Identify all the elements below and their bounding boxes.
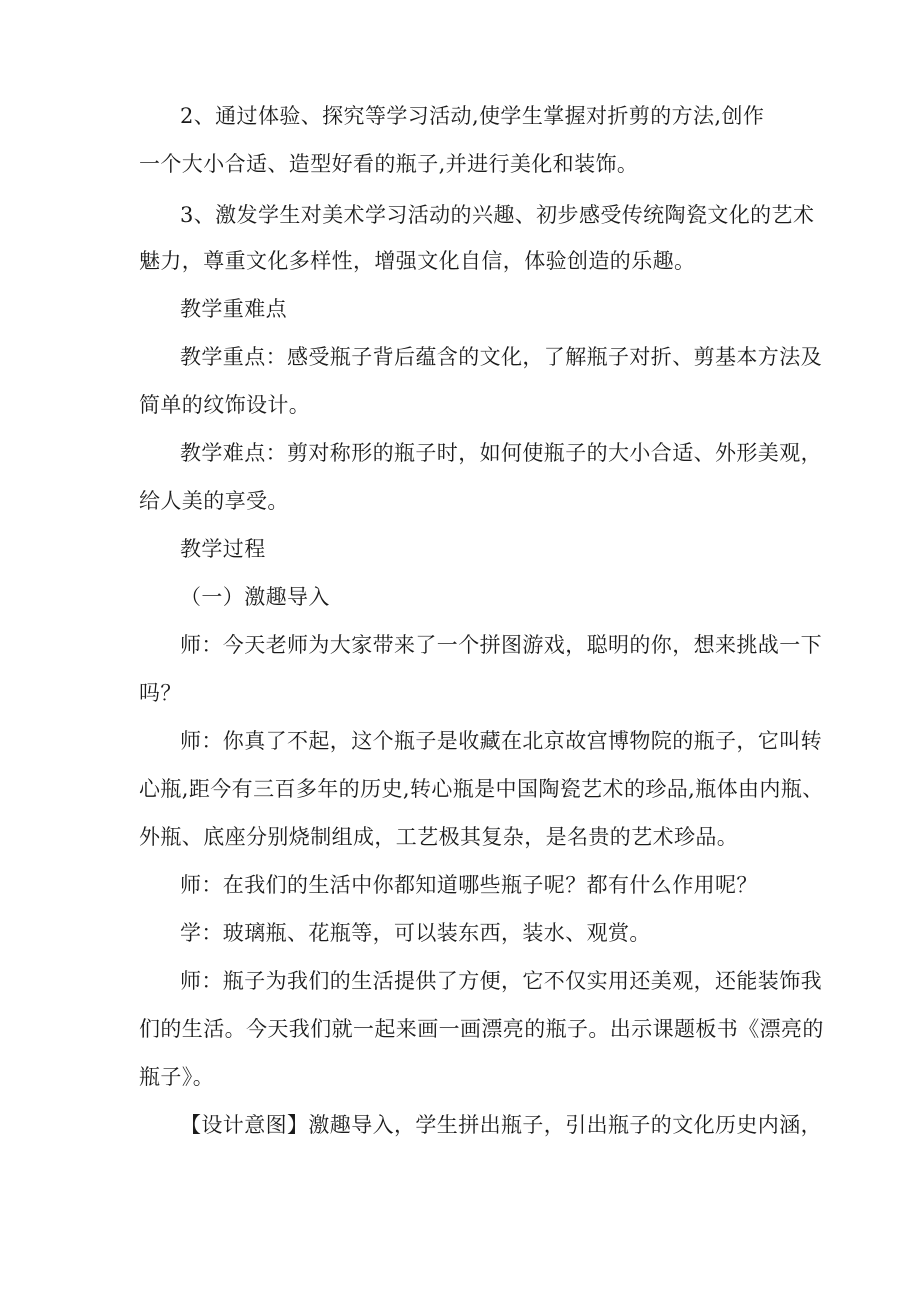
text-line-3: 3、激发学生对美术学习活动的兴趣、初步感受传统陶瓷文化的艺术 — [180, 203, 815, 227]
text-line-8: 教学难点：剪对称形的瓶子时，如何使瓶子的大小合适、外形美观， — [180, 441, 822, 465]
subsection-heading-intro: （一）激趣导入 — [180, 585, 330, 609]
text-line-18: 学：玻璃瓶、花瓶等，可以装东西，装水、观赏。 — [180, 921, 651, 945]
text-line-15: 心瓶,距今有三百多年的历史,转心瓶是中国陶瓷艺术的珍品,瓶体由内瓶、 — [139, 777, 824, 801]
section-heading-key-points: 教学重难点 — [180, 297, 287, 321]
text-line-9: 给人美的享受。 — [139, 489, 289, 513]
text-line-19: 师：瓶子为我们的生活提供了方便，它不仅实用还美观，还能装饰我 — [180, 969, 822, 993]
text-line-6: 教学重点：感受瓶子背后蕴含的文化，了解瓶子对折、剪基本方法及 — [180, 345, 822, 369]
section-heading-process: 教学过程 — [180, 537, 266, 561]
text-line-16: 外瓶、底座分别烧制组成，工艺极其复杂，是名贵的艺术珍品。 — [139, 825, 739, 849]
text-line-22: 【设计意图】激趣导入，学生拼出瓶子，引出瓶子的文化历史内涵， — [180, 1113, 822, 1137]
text-line-14: 师：你真了不起，这个瓶子是收藏在北京故宫博物院的瓶子，它叫转 — [180, 729, 822, 753]
text-line-20: 们的生活。今天我们就一起来画一画漂亮的瓶子。出示课题板书《漂亮的 — [139, 1017, 824, 1041]
text-line-1: 2、通过体验、探究等学习活动,使学生掌握对折剪的方法,创作 — [180, 104, 765, 128]
text-line-13: 吗？ — [139, 681, 182, 705]
text-line-7: 简单的纹饰设计。 — [139, 393, 311, 417]
text-line-21: 瓶子》。 — [139, 1065, 215, 1089]
text-line-4: 魅力，尊重文化多样性，增强文化自信，体验创造的乐趣。 — [139, 249, 696, 273]
text-line-12: 师：今天老师为大家带来了一个拼图游戏，聪明的你，想来挑战一下 — [180, 633, 822, 657]
text-line-2: 一个大小合适、造型好看的瓶子,并进行美化和装饰。 — [139, 152, 639, 176]
text-line-17: 师：在我们的生活中你都知道哪些瓶子呢？都有什么作用呢？ — [180, 873, 758, 897]
